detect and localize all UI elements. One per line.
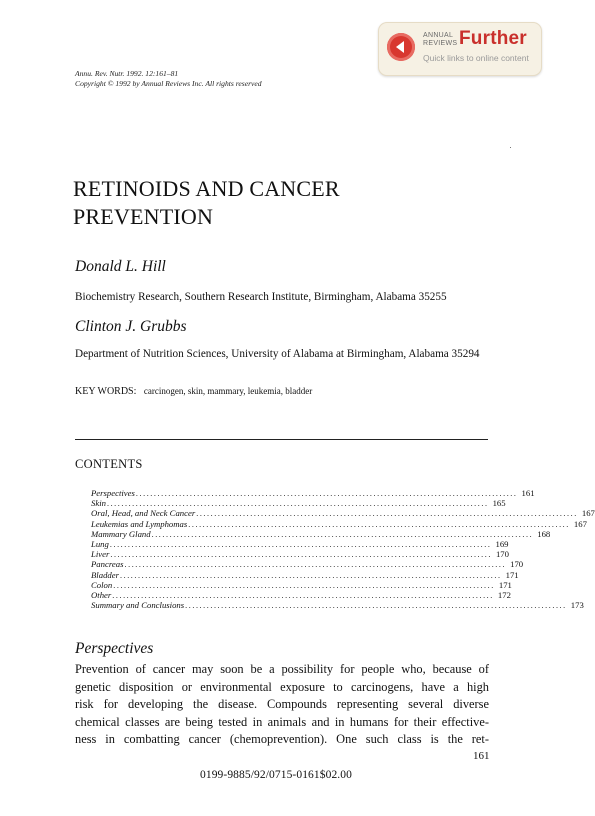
journal-citation: [75, 69, 262, 89]
page-number: 161: [473, 750, 490, 762]
toc-item-label: Liver: [91, 549, 110, 560]
toc-leader: ..........................................................................................................: [110, 550, 492, 560]
toc-item-page: 167: [573, 518, 587, 529]
toc-leader: ..........................................................................................................: [196, 509, 578, 519]
toc-leader: ..........................................................................................................: [185, 601, 567, 611]
toc-item-label: Lung: [91, 538, 109, 549]
toc-item-page: 170: [495, 549, 509, 560]
toc-item-page: 167: [581, 508, 595, 519]
back-arrow-icon: [387, 33, 415, 61]
annual-reviews-logo-text: ANNUAL REVIEWS: [423, 32, 458, 47]
author-affiliation-1: Biochemistry Research, Southern Research Institute, Birmingham, Alabama 35255: [75, 291, 447, 303]
author-affiliation-2: Department of Nutrition Sciences, University of Alabama at Birmingham, Alabama 35294: [75, 348, 480, 360]
body-line: ness in combatting cancer (chemoprevention). One such class is the ret-: [75, 732, 489, 747]
toc-item[interactable]: [91, 579, 512, 590]
keywords-label: KEY WORDS:: [75, 386, 137, 397]
further-logo-text: Further: [459, 28, 527, 49]
toc-item-page: 170: [510, 559, 524, 570]
toc-item-label: Pancreas: [91, 559, 124, 570]
contents-heading: CONTENTS: [75, 457, 143, 471]
body-line: chemical classes are being tested in animals and in humans for their effective-: [75, 714, 489, 729]
citation-line: Annu. Rev. Nutr. 1992. 12:161–81: [75, 69, 179, 78]
toc-item[interactable]: [91, 559, 524, 570]
keywords-value: carcinogen, skin, mammary, leukemia, bladder: [143, 386, 313, 396]
toc-item-label: Other: [91, 589, 112, 600]
toc-item[interactable]: [91, 508, 595, 519]
toc-item-page: 161: [521, 488, 535, 498]
article-title: [73, 175, 340, 231]
toc-leader: ..........................................................................................................: [135, 489, 518, 498]
annual-reviews-further-badge[interactable]: [378, 22, 542, 76]
toc-item-page: 165: [492, 498, 506, 509]
toc-item-label: Summary and Conclusions: [91, 600, 185, 611]
toc-item[interactable]: [91, 538, 509, 549]
keywords: [75, 386, 312, 397]
toc-leader: ..........................................................................................................: [124, 560, 507, 570]
toc-item-label: Leukemias and Lymphomas: [91, 518, 188, 529]
toc-item-label: Mammary Gland: [91, 528, 151, 539]
author-name-1: Donald L. Hill: [75, 258, 166, 275]
toc-leader: ..........................................................................................................: [188, 519, 570, 529]
toc-item-page: 173: [570, 600, 584, 611]
toc-item-label: Perspectives: [91, 488, 135, 498]
toc-item[interactable]: [91, 518, 587, 529]
toc-item[interactable]: [91, 569, 519, 580]
toc-leader: ..........................................................................................................: [120, 570, 502, 580]
toc-item[interactable]: [91, 528, 551, 539]
toc-item[interactable]: [91, 488, 535, 498]
toc-item[interactable]: [91, 498, 506, 509]
toc-item-page: 168: [537, 528, 551, 539]
toc-leader: ..........................................................................................................: [112, 590, 494, 600]
scan-speck: [510, 147, 511, 148]
toc-item[interactable]: [91, 549, 509, 560]
toc-item-page: 172: [497, 589, 511, 600]
body-line: genetic disposition or environmental exposure to carcinogens, have a high: [75, 679, 489, 694]
title-line-1: RETINOIDS AND CANCER: [73, 176, 340, 201]
table-of-contents: [91, 488, 595, 611]
toc-item-page: 169: [495, 538, 509, 549]
toc-item[interactable]: [91, 600, 584, 611]
divider-rule: [75, 439, 488, 440]
toc-leader: ..........................................................................................................: [106, 499, 489, 509]
toc-item-label: Skin: [91, 498, 106, 509]
toc-item-page: 171: [498, 579, 512, 590]
section-heading: Perspectives: [75, 640, 154, 657]
copyright-line: Copyright © 1992 by Annual Reviews Inc. All rights reserved: [75, 79, 262, 88]
toc-item[interactable]: [91, 589, 511, 600]
author-name-2: Clinton J. Grubbs: [75, 318, 187, 335]
footer-code: 0199-9885/92/0715-0161$02.00: [200, 769, 352, 781]
body-line: Prevention of cancer may soon be a possibility for people who, because of: [75, 662, 489, 676]
title-line-2: PREVENTION: [73, 204, 214, 229]
toc-item-label: Oral, Head, and Neck Cancer: [91, 508, 196, 519]
badge-subtitle: Quick links to online content: [423, 53, 529, 63]
toc-item-page: 171: [505, 569, 519, 580]
toc-leader: ..........................................................................................................: [151, 529, 534, 539]
body-paragraph: [75, 661, 489, 749]
toc-leader: ..........................................................................................................: [113, 580, 495, 590]
toc-item-label: Colon: [91, 579, 113, 590]
toc-item-label: Bladder: [91, 569, 119, 580]
toc-leader: ..........................................................................................................: [109, 539, 492, 549]
body-line: risk for developing the disease. Compounds representing several diverse: [75, 697, 489, 712]
